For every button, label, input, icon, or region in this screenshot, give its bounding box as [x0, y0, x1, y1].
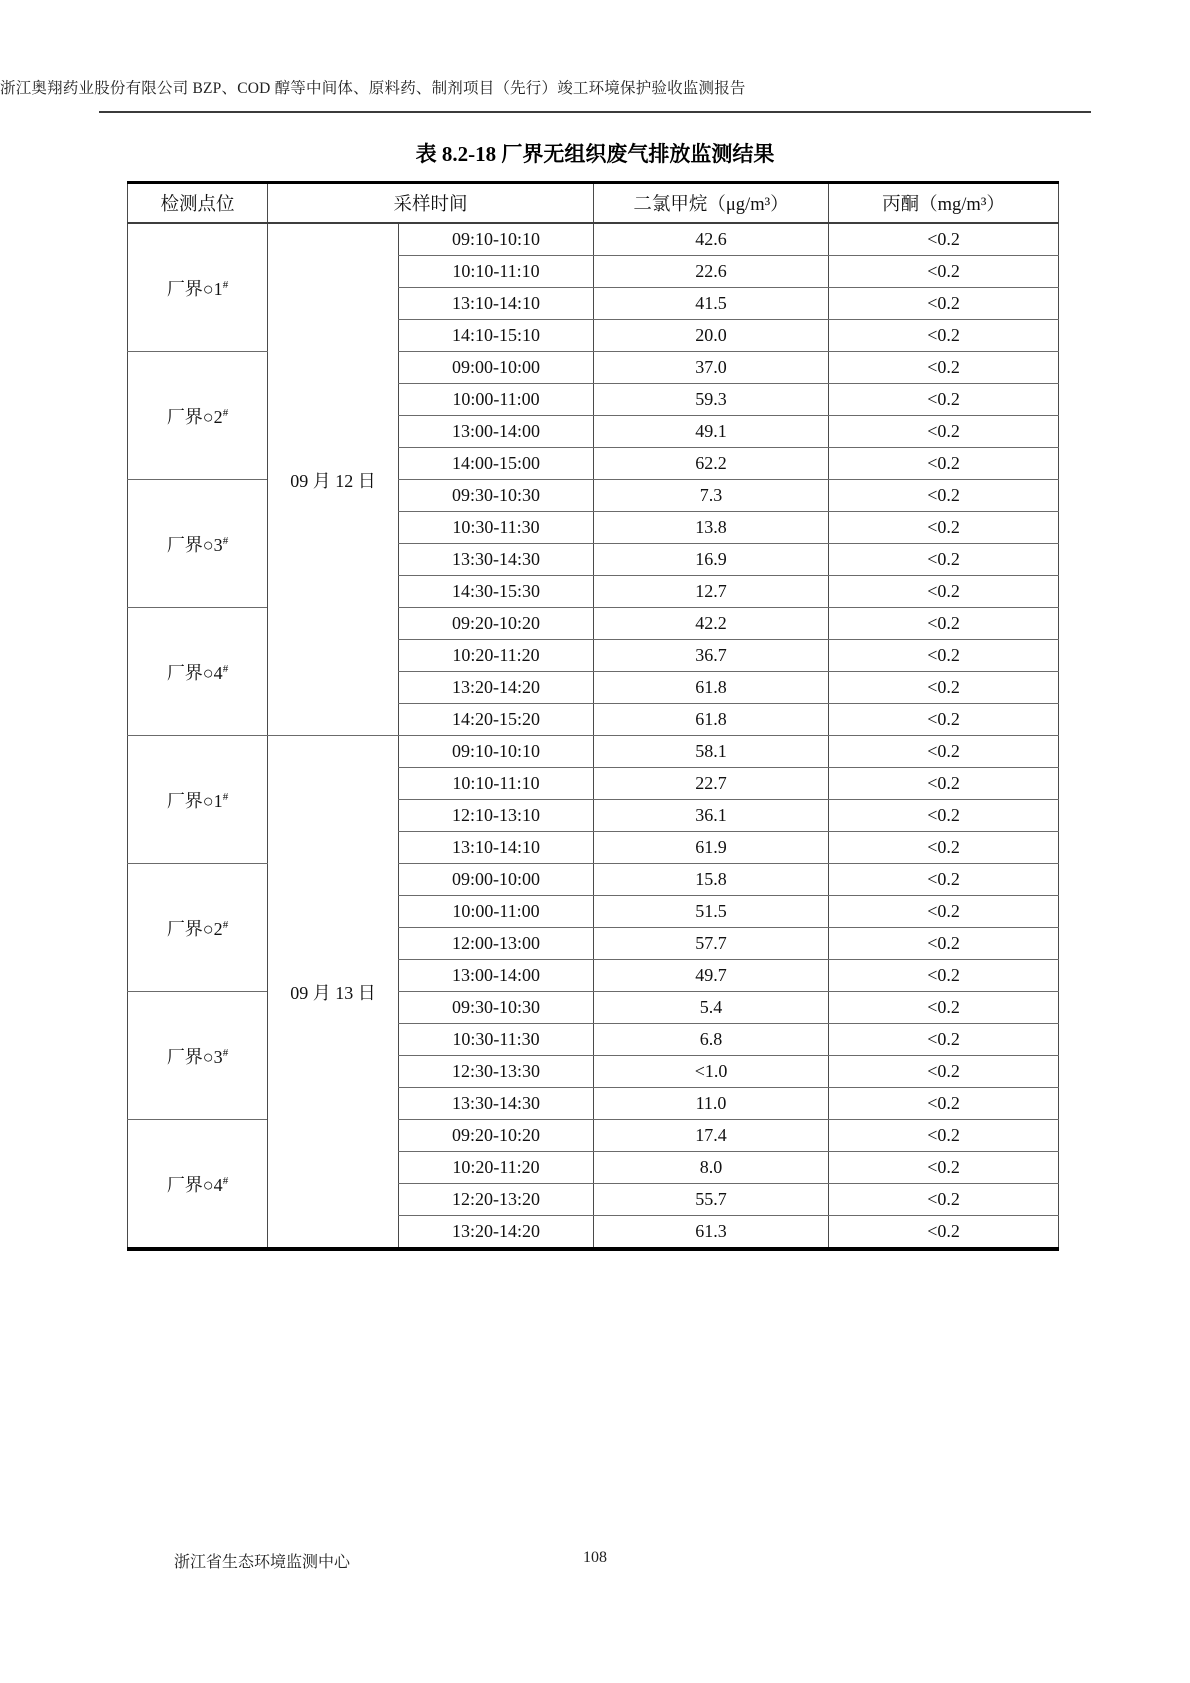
table-row [128, 1120, 1059, 1152]
point-cell [128, 608, 268, 736]
table-header-row [128, 183, 1059, 224]
dcm-value-cell: 11.0 [594, 1088, 829, 1120]
time-cell: 10:30-11:30 [399, 512, 594, 544]
dcm-value-cell: 51.5 [594, 896, 829, 928]
point-cell [128, 223, 268, 352]
point-label: 厂界○3 [166, 1046, 223, 1067]
table-row [128, 608, 1059, 640]
dcm-value-cell: 57.7 [594, 928, 829, 960]
dcm-value-cell: 13.8 [594, 512, 829, 544]
monitoring-table [127, 181, 1059, 1251]
report-header: 浙江奥翔药业股份有限公司 BZP、COD 醇等中间体、原料药、制剂项目（先行）竣工环境保护验收监测报告 [0, 80, 746, 97]
dcm-value-cell: 16.9 [594, 544, 829, 576]
acetone-value-cell: <0.2 [829, 928, 1059, 960]
point-cell [128, 736, 268, 864]
footer-organization: 浙江省生态环境监测中心 [174, 1554, 351, 1571]
time-cell: 12:30-13:30 [399, 1056, 594, 1088]
time-cell: 10:30-11:30 [399, 1024, 594, 1056]
dcm-value-cell: 8.0 [594, 1152, 829, 1184]
table-row [128, 736, 1059, 768]
acetone-value-cell: <0.2 [829, 576, 1059, 608]
point-label-superscript: # [222, 918, 229, 931]
time-cell: 13:00-14:00 [399, 416, 594, 448]
dcm-value-cell: 61.8 [594, 704, 829, 736]
acetone-value-cell: <0.2 [829, 320, 1059, 352]
dcm-value-cell: 36.1 [594, 800, 829, 832]
point-label-superscript: # [222, 406, 229, 419]
time-cell: 14:10-15:10 [399, 320, 594, 352]
dcm-value-cell: 6.8 [594, 1024, 829, 1056]
date-cell: 09 月 13 日 [268, 736, 399, 1250]
time-cell: 12:20-13:20 [399, 1184, 594, 1216]
acetone-value-cell: <0.2 [829, 960, 1059, 992]
time-cell: 09:00-10:00 [399, 352, 594, 384]
point-cell [128, 1120, 268, 1250]
col-header-acetone: 丙酮（mg/m³） [829, 183, 1059, 224]
time-cell: 12:00-13:00 [399, 928, 594, 960]
acetone-value-cell: <0.2 [829, 416, 1059, 448]
time-cell: 13:10-14:10 [399, 288, 594, 320]
time-cell: 13:10-14:10 [399, 832, 594, 864]
time-cell: 09:00-10:00 [399, 864, 594, 896]
table-row [128, 352, 1059, 384]
time-cell: 09:10-10:10 [399, 736, 594, 768]
dcm-value-cell: 37.0 [594, 352, 829, 384]
time-cell: 13:00-14:00 [399, 960, 594, 992]
point-cell [128, 480, 268, 608]
time-cell: 14:20-15:20 [399, 704, 594, 736]
point-label: 厂界○1 [166, 790, 223, 811]
dcm-value-cell: 5.4 [594, 992, 829, 1024]
table-title: 表 8.2-18 厂界无组织废气排放监测结果 [415, 142, 775, 166]
dcm-value-cell: 61.8 [594, 672, 829, 704]
time-cell: 09:30-10:30 [399, 480, 594, 512]
header-rule [99, 111, 1091, 113]
dcm-value-cell: <1.0 [594, 1056, 829, 1088]
dcm-value-cell: 41.5 [594, 288, 829, 320]
acetone-value-cell: <0.2 [829, 480, 1059, 512]
acetone-value-cell: <0.2 [829, 800, 1059, 832]
dcm-value-cell: 61.3 [594, 1216, 829, 1250]
dcm-value-cell: 42.6 [594, 223, 829, 256]
point-label-superscript: # [222, 278, 229, 291]
time-cell: 12:10-13:10 [399, 800, 594, 832]
acetone-value-cell: <0.2 [829, 512, 1059, 544]
dcm-value-cell: 42.2 [594, 608, 829, 640]
acetone-value-cell: <0.2 [829, 832, 1059, 864]
acetone-value-cell: <0.2 [829, 672, 1059, 704]
point-label-superscript: # [222, 662, 229, 675]
acetone-value-cell: <0.2 [829, 223, 1059, 256]
point-label-superscript: # [222, 790, 229, 803]
acetone-value-cell: <0.2 [829, 256, 1059, 288]
acetone-value-cell: <0.2 [829, 1120, 1059, 1152]
dcm-value-cell: 12.7 [594, 576, 829, 608]
time-cell: 13:30-14:30 [399, 1088, 594, 1120]
acetone-value-cell: <0.2 [829, 992, 1059, 1024]
acetone-value-cell: <0.2 [829, 1216, 1059, 1250]
acetone-value-cell: <0.2 [829, 1088, 1059, 1120]
point-label: 厂界○4 [166, 1174, 223, 1195]
acetone-value-cell: <0.2 [829, 384, 1059, 416]
acetone-value-cell: <0.2 [829, 1056, 1059, 1088]
dcm-value-cell: 55.7 [594, 1184, 829, 1216]
time-cell: 10:20-11:20 [399, 1152, 594, 1184]
time-cell: 13:20-14:20 [399, 672, 594, 704]
time-cell: 09:20-10:20 [399, 1120, 594, 1152]
point-cell [128, 352, 268, 480]
monitoring-table-wrapper [127, 181, 1059, 1251]
acetone-value-cell: <0.2 [829, 352, 1059, 384]
point-label: 厂界○2 [166, 406, 223, 427]
dcm-value-cell: 36.7 [594, 640, 829, 672]
point-label: 厂界○1 [166, 278, 223, 299]
dcm-value-cell: 15.8 [594, 864, 829, 896]
acetone-value-cell: <0.2 [829, 704, 1059, 736]
col-header-dcm: 二氯甲烷（μg/m³） [594, 183, 829, 224]
acetone-value-cell: <0.2 [829, 608, 1059, 640]
acetone-value-cell: <0.2 [829, 1024, 1059, 1056]
dcm-value-cell: 20.0 [594, 320, 829, 352]
dcm-value-cell: 62.2 [594, 448, 829, 480]
acetone-value-cell: <0.2 [829, 288, 1059, 320]
table-body [128, 223, 1059, 1249]
time-cell: 09:10-10:10 [399, 223, 594, 256]
acetone-value-cell: <0.2 [829, 864, 1059, 896]
dcm-value-cell: 22.7 [594, 768, 829, 800]
col-header-time: 采样时间 [268, 183, 594, 224]
dcm-value-cell: 59.3 [594, 384, 829, 416]
point-cell [128, 864, 268, 992]
acetone-value-cell: <0.2 [829, 768, 1059, 800]
table-row [128, 992, 1059, 1024]
dcm-value-cell: 49.7 [594, 960, 829, 992]
dcm-value-cell: 49.1 [594, 416, 829, 448]
time-cell: 09:20-10:20 [399, 608, 594, 640]
time-cell: 14:30-15:30 [399, 576, 594, 608]
point-cell [128, 992, 268, 1120]
table-row [128, 864, 1059, 896]
acetone-value-cell: <0.2 [829, 736, 1059, 768]
time-cell: 13:20-14:20 [399, 1216, 594, 1250]
time-cell: 14:00-15:00 [399, 448, 594, 480]
dcm-value-cell: 7.3 [594, 480, 829, 512]
point-label-superscript: # [222, 534, 229, 547]
acetone-value-cell: <0.2 [829, 1184, 1059, 1216]
date-cell: 09 月 12 日 [268, 223, 399, 736]
time-cell: 10:00-11:00 [399, 384, 594, 416]
time-cell: 13:30-14:30 [399, 544, 594, 576]
time-cell: 09:30-10:30 [399, 992, 594, 1024]
page-number: 108 [583, 1549, 607, 1566]
point-label: 厂界○2 [166, 918, 223, 939]
point-label-superscript: # [222, 1174, 229, 1187]
time-cell: 10:10-11:10 [399, 768, 594, 800]
time-cell: 10:10-11:10 [399, 256, 594, 288]
dcm-value-cell: 22.6 [594, 256, 829, 288]
point-label: 厂界○3 [166, 534, 223, 555]
acetone-value-cell: <0.2 [829, 896, 1059, 928]
point-label-superscript: # [222, 1046, 229, 1059]
col-header-point: 检测点位 [128, 183, 268, 224]
time-cell: 10:20-11:20 [399, 640, 594, 672]
dcm-value-cell: 17.4 [594, 1120, 829, 1152]
table-row [128, 480, 1059, 512]
acetone-value-cell: <0.2 [829, 544, 1059, 576]
acetone-value-cell: <0.2 [829, 448, 1059, 480]
acetone-value-cell: <0.2 [829, 1152, 1059, 1184]
dcm-value-cell: 58.1 [594, 736, 829, 768]
acetone-value-cell: <0.2 [829, 640, 1059, 672]
table-row [128, 223, 1059, 256]
point-label: 厂界○4 [166, 662, 223, 683]
dcm-value-cell: 61.9 [594, 832, 829, 864]
time-cell: 10:00-11:00 [399, 896, 594, 928]
